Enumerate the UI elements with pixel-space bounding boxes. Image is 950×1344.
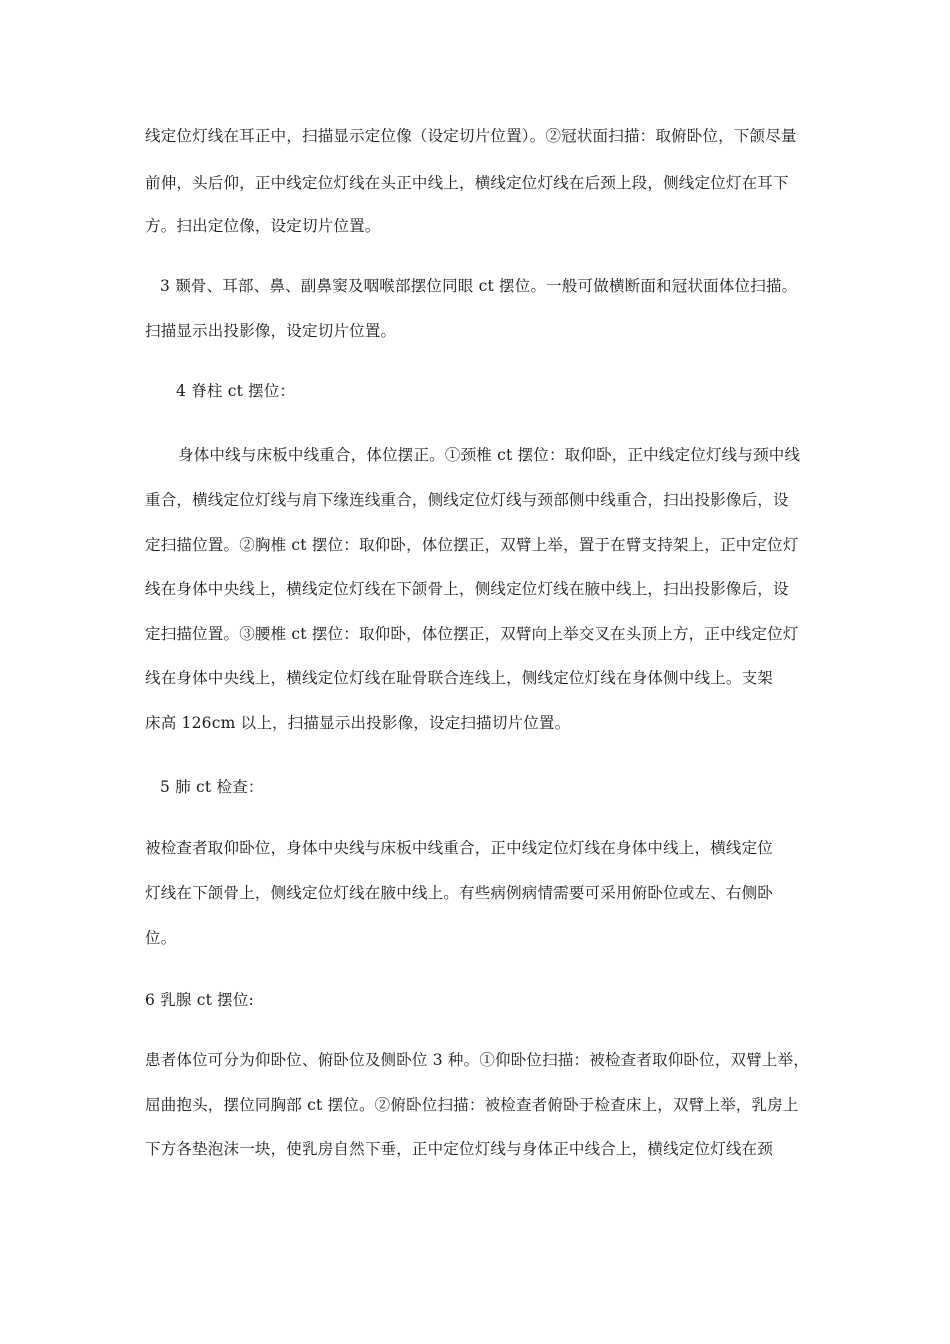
text-line: 定扫描位置。②胸椎 ct 摆位：取仰卧，体位摆正，双臂上举，置于在臂支持架上，正中定位灯 xyxy=(145,536,799,554)
text-line: 床高 126cm 以上，扫描显示出投影像，设定扫描切片位置。 xyxy=(145,714,571,732)
text-line: 重合，横线定位灯线与肩下缘连线重合，侧线定位灯线与颈部侧中线重合，扫出投影像后，设 xyxy=(145,491,789,509)
text-line: 线在身体中央线上，横线定位灯线在下颌骨上，侧线定位灯线在腋中线上，扫出投影像后，设 xyxy=(145,580,789,598)
section-heading-6: 6 乳腺 ct 摆位: xyxy=(145,991,254,1009)
text-line: 线定位灯线在耳正中，扫描显示定位像（设定切片位置）。②冠状面扫描：取俯卧位，下颌尽量 xyxy=(145,127,797,145)
text-line: 患者体位可分为仰卧位、俯卧位及侧卧位 3 种。①仰卧位扫描：被检查者取仰卧位，双臂上举， xyxy=(145,1051,810,1069)
text-line: 下方各垫泡沫一块，使乳房自然下垂，正中定位灯线与身体正中线合上，横线定位灯线在颈 xyxy=(145,1140,774,1158)
text-line: 身体中线与床板中线重合，体位摆正。①颈椎 ct 摆位：取仰卧，正中线定位灯线与颈中线 xyxy=(178,446,801,464)
text-line: 灯线在下颌骨上，侧线定位灯线在腋中线上。有些病例病情需要可采用俯卧位或左、右侧卧 xyxy=(145,884,774,902)
section-heading-5: 5 肺 ct 检查： xyxy=(160,778,264,796)
text-line: 定扫描位置。③腰椎 ct 摆位：取仰卧，体位摆正，双臂向上举交叉在头顶上方，正中线定位灯 xyxy=(145,625,799,643)
text-line: 扫描显示出投影像，设定切片位置。 xyxy=(145,322,397,340)
text-line: 位。 xyxy=(145,929,177,947)
text-line: 方。扫出定位像，设定切片位置。 xyxy=(145,217,381,235)
section-heading-4: 4 脊柱 ct 摆位： xyxy=(176,382,296,400)
text-line: 线在身体中央线上，横线定位灯线在耻骨联合连线上，侧线定位灯线在身体侧中线上。支架 xyxy=(145,669,774,687)
text-line: 被检查者取仰卧位，身体中央线与床板中线重合，正中线定位灯线在身体中线上，横线定位 xyxy=(145,839,774,857)
text-line: 屈曲抱头，摆位同胸部 ct 摆位。②俯卧位扫描：被检查者俯卧于检查床上，双臂上举，乳房上 xyxy=(145,1096,799,1114)
section-heading-3: 3 颞骨、耳部、鼻、副鼻窦及咽喉部摆位同眼 ct 摆位。一般可做横断面和冠状面体位扫描。 xyxy=(160,277,798,295)
text-line: 前伸，头后仰，正中线定位灯线在头正中线上，横线定位灯线在后颈上段，侧线定位灯在耳下 xyxy=(145,174,789,192)
